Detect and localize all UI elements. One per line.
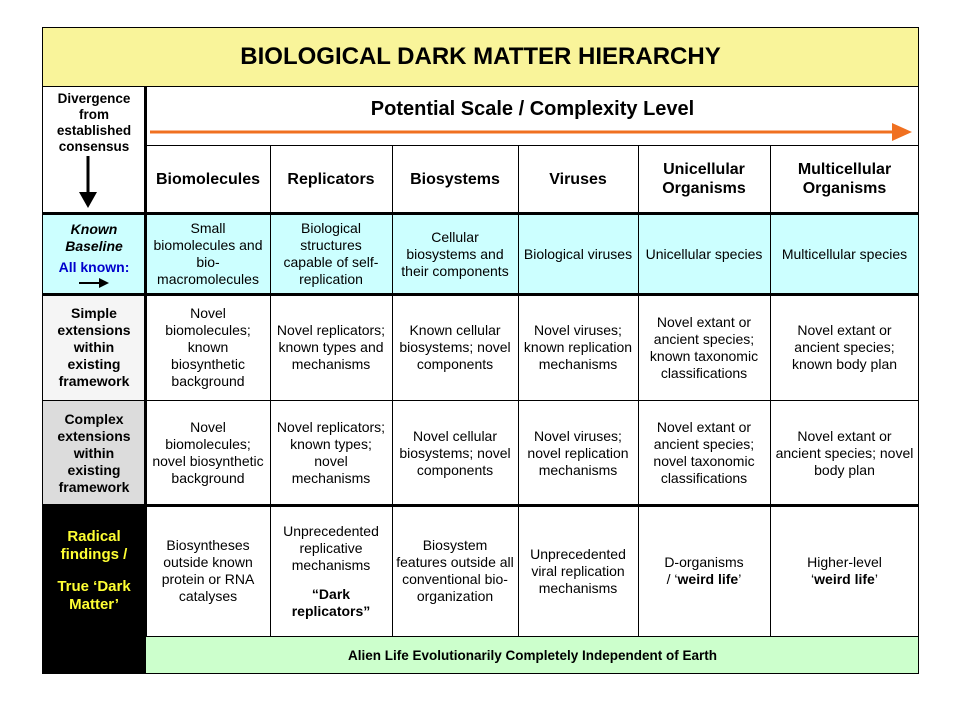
- radical-cell: Biosyntheses outside known protein or RNA catalyses: [161, 537, 255, 604]
- weird-life-label: weird life: [814, 571, 875, 587]
- simple-extensions-label: Simple extensions within existing framework: [57, 305, 131, 389]
- column-header: Viruses: [549, 170, 607, 188]
- column-header: Biosystems: [410, 170, 500, 188]
- complex-cell: Novel extant or ancient species; novel taxonomic classifications: [653, 419, 755, 486]
- radical-cell: Biosystem features outside all conventional bio-organization: [396, 537, 514, 604]
- divergence-label: Divergence from established consensus: [56, 91, 132, 154]
- radical-findings-label: Radical findings / True ‘Dark Matter’: [57, 528, 131, 613]
- radical-cell: Higher-level ‘weird life’: [807, 554, 882, 587]
- complex-cell: Novel cellular biosystems; novel components: [399, 427, 511, 478]
- small-right-arrow-icon: [79, 278, 109, 288]
- known-cell: Small biomolecules and bio-macromolecules: [153, 220, 263, 287]
- known-cell: Cellular biosystems and their components: [401, 228, 509, 279]
- simple-cell: Novel replicators; known types and mechanisms: [276, 322, 386, 372]
- known-baseline-label: Known Baseline All known:: [42, 214, 146, 294]
- known-cell: Biological viruses: [523, 245, 633, 262]
- radical-cell: Unprecedented viral replication mechanisms: [530, 545, 626, 596]
- complex-cell: Novel biomolecules; novel biosynthetic background: [152, 419, 264, 486]
- column-header: Unicellular Organisms: [662, 161, 746, 197]
- known-cell: Biological structures capable of self-replication: [283, 220, 379, 287]
- complex-cell: Novel extant or ancient species; novel body plan: [775, 427, 914, 478]
- simple-cell: Novel biomolecules; known biosynthetic background: [165, 305, 251, 389]
- page-title: BIOLOGICAL DARK MATTER HIERARCHY: [42, 27, 919, 87]
- complex-cell: Novel replicators; known types; novel mechanisms: [276, 419, 386, 486]
- simple-cell: Known cellular biosystems; novel components: [399, 322, 511, 372]
- dark-replicators-label: “Dark replicators”: [291, 585, 371, 619]
- alien-life-label: Alien Life Evolutionarily Completely Independent of Earth: [347, 648, 718, 663]
- complex-extensions-label: Complex extensions within existing framework: [57, 410, 131, 495]
- down-arrow-icon: [76, 156, 100, 212]
- weird-life-label: weird life: [677, 571, 739, 587]
- complex-cell: Novel viruses; novel replication mechanisms: [527, 427, 629, 478]
- simple-cell: Novel extant or ancient species; known taxonomic classifications: [649, 313, 759, 381]
- column-header: Biomolecules: [155, 170, 261, 188]
- scale-label: Potential Scale / Complexity Level: [370, 98, 695, 120]
- radical-cell: Unprecedented replicative mechanisms “Dark replicators”: [270, 505, 392, 637]
- simple-cell: Novel viruses; known replication mechanisms: [523, 322, 633, 372]
- right-arrow-icon: [150, 122, 915, 142]
- known-cell: Unicellular species: [645, 245, 763, 262]
- column-header: Multicellular Organisms: [797, 161, 892, 197]
- simple-cell: Novel extant or ancient species; known body plan: [791, 322, 898, 372]
- radical-cell: D-organisms / ‘weird life’: [664, 554, 744, 587]
- column-header: Replicators: [287, 170, 375, 188]
- known-cell: Multicellular species: [781, 245, 908, 262]
